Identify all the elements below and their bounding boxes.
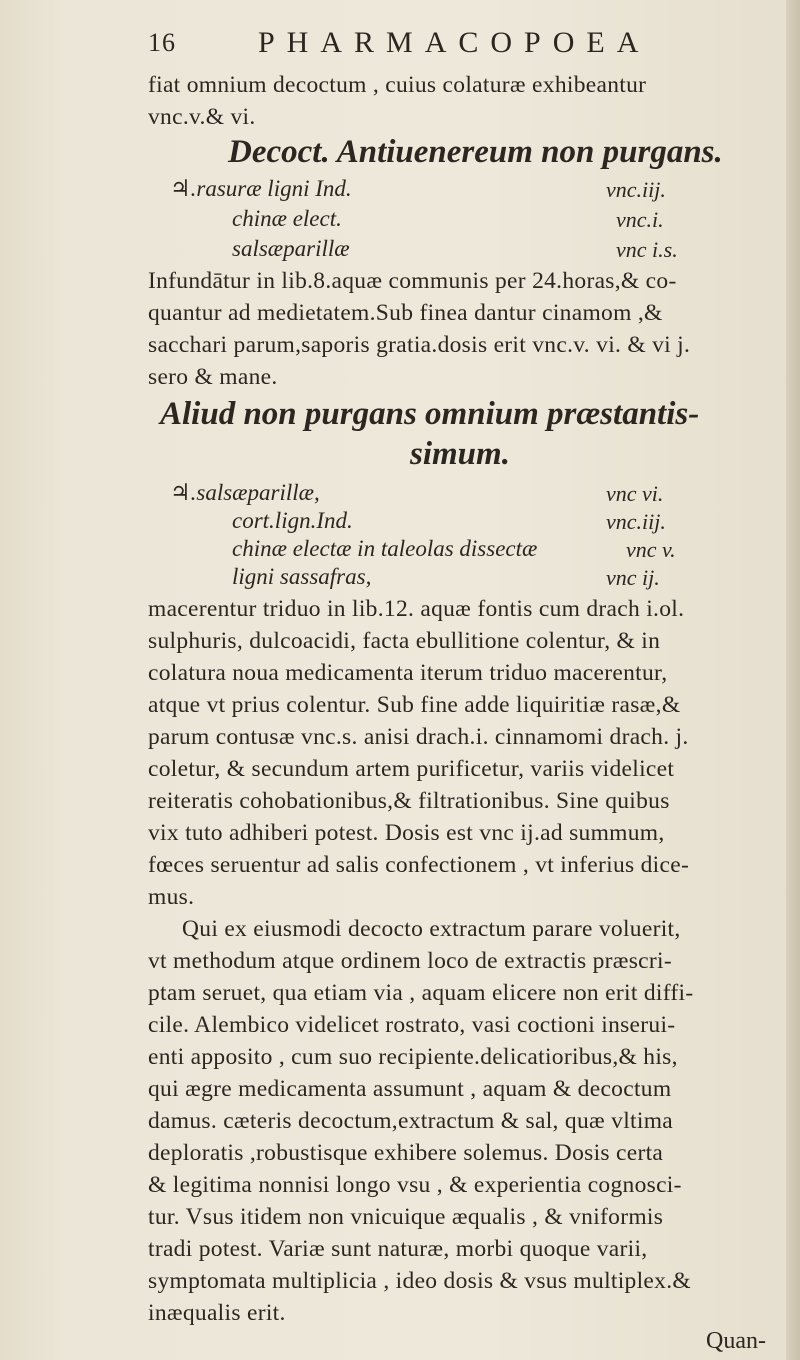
ingredient-quantity: vnc ij.	[606, 565, 660, 590]
ingredient-name: salsæparillæ	[232, 236, 350, 261]
text-line: qui ægre medicamenta assumunt , aquam & decoctum	[148, 1076, 672, 1102]
text-line: tradi potest. Variæ sunt naturæ, morbi quoque varii,	[148, 1236, 648, 1262]
text-line: sacchari parum,saporis gratia.dosis erit vnc.v. vi. & vi j.	[148, 332, 691, 358]
text-line: colatura noua medicamenta iterum triduo macerentur,	[148, 660, 668, 686]
running-head: PHARMACOPOEA	[258, 26, 651, 59]
ingredient-quantity: vnc.i.	[616, 207, 664, 232]
text-line: fiat omnium decoctum , cuius colaturæ exhibeantur	[148, 72, 647, 98]
page-edge	[786, 0, 800, 1360]
ingredient-name: ligni sassafras,	[232, 564, 372, 589]
text-line: ptam seruet, qua etiam via , aquam elicere non erit diffi-	[148, 980, 694, 1006]
ingredient-quantity: vnc.iij.	[606, 177, 666, 202]
page-content	[148, 22, 788, 1354]
text-line: deploratis ,robustisque exhibere solemus. Dosis certa	[148, 1140, 664, 1166]
text-line: quantur ad medietatem.Sub finea dantur cinamom ,&	[148, 300, 663, 326]
ingredient-name: ♃.salsæparillæ,	[170, 480, 320, 505]
ingredient-name: chinæ elect.	[232, 206, 342, 231]
ingredient-quantity: vnc i.s.	[616, 237, 678, 262]
text-line: sero & mane.	[148, 364, 278, 390]
ingredient-quantity: vnc v.	[626, 537, 676, 562]
text-line: vnc.v.& vi.	[148, 104, 256, 130]
ingredient-name: chinæ electæ in taleolas dissectæ	[232, 536, 538, 561]
text-line: vt methodum atque ordinem loco de extractis præscri-	[148, 948, 672, 974]
text-line: mus.	[148, 884, 195, 910]
ingredient-name: ♃.rasuræ ligni Ind.	[170, 176, 352, 201]
text-line: Infundātur in lib.8.aquæ communis per 24.horas,& co-	[148, 268, 677, 294]
text-line: coletur, & secundum artem purificetur, variis videlicet	[148, 756, 675, 782]
text-line: vix tuto adhiberi potest. Dosis est vnc ij.ad summum,	[148, 820, 665, 846]
catchword: Quan-	[706, 1328, 766, 1354]
ingredient-quantity: vnc vi.	[606, 481, 664, 506]
recipe-title: Aliud non purgans omnium præstantis-	[160, 396, 700, 432]
text-line: macerentur triduo in lib.12. aquæ fontis cum drach i.ol.	[148, 596, 685, 622]
text-line: tur. Vsus itidem non vnicuique æqualis , & vniformis	[148, 1204, 664, 1230]
text-line: enti apposito , cum suo recipiente.delicatioribus,& his,	[148, 1044, 678, 1070]
page-number: 16	[148, 28, 176, 57]
text-line: Qui ex eiusmodi decocto extractum parare voluerit,	[182, 916, 681, 942]
text-line: & legitima nonnisi longo vsu , & experientia cognosci-	[148, 1172, 682, 1198]
text-line: reiteratis cohobationibus,& filtrationibus. Sine quibus	[148, 788, 670, 814]
text-line: atque vt prius colentur. Sub fine adde liquiritiæ rasæ,&	[148, 692, 681, 718]
text-line: fœces seruentur ad salis confectionem , vt inferius dice-	[148, 852, 690, 878]
recipe-title-continued: simum.	[410, 436, 510, 472]
page-header	[148, 22, 788, 62]
text-line: sulphuris, dulcoacidi, facta ebullitione colentur, & in	[148, 628, 661, 654]
recipe-title: Decoct. Antiuenereum non purgans.	[228, 134, 723, 170]
text-line: parum contusæ vnc.s. anisi drach.i. cinnamomi drach. j.	[148, 724, 689, 750]
ingredient-name: cort.lign.Ind.	[232, 508, 353, 533]
text-line: cile. Alembico videlicet rostrato, vasi coctioni inserui-	[148, 1012, 676, 1038]
text-line: inæqualis erit.	[148, 1300, 286, 1326]
text-line: damus. cæteris decoctum,extractum & sal, quæ vltima	[148, 1108, 674, 1134]
ingredient-quantity: vnc.iij.	[606, 509, 666, 534]
text-line: symptomata multiplicia , ideo dosis & vsus multiplex.&	[148, 1268, 691, 1294]
